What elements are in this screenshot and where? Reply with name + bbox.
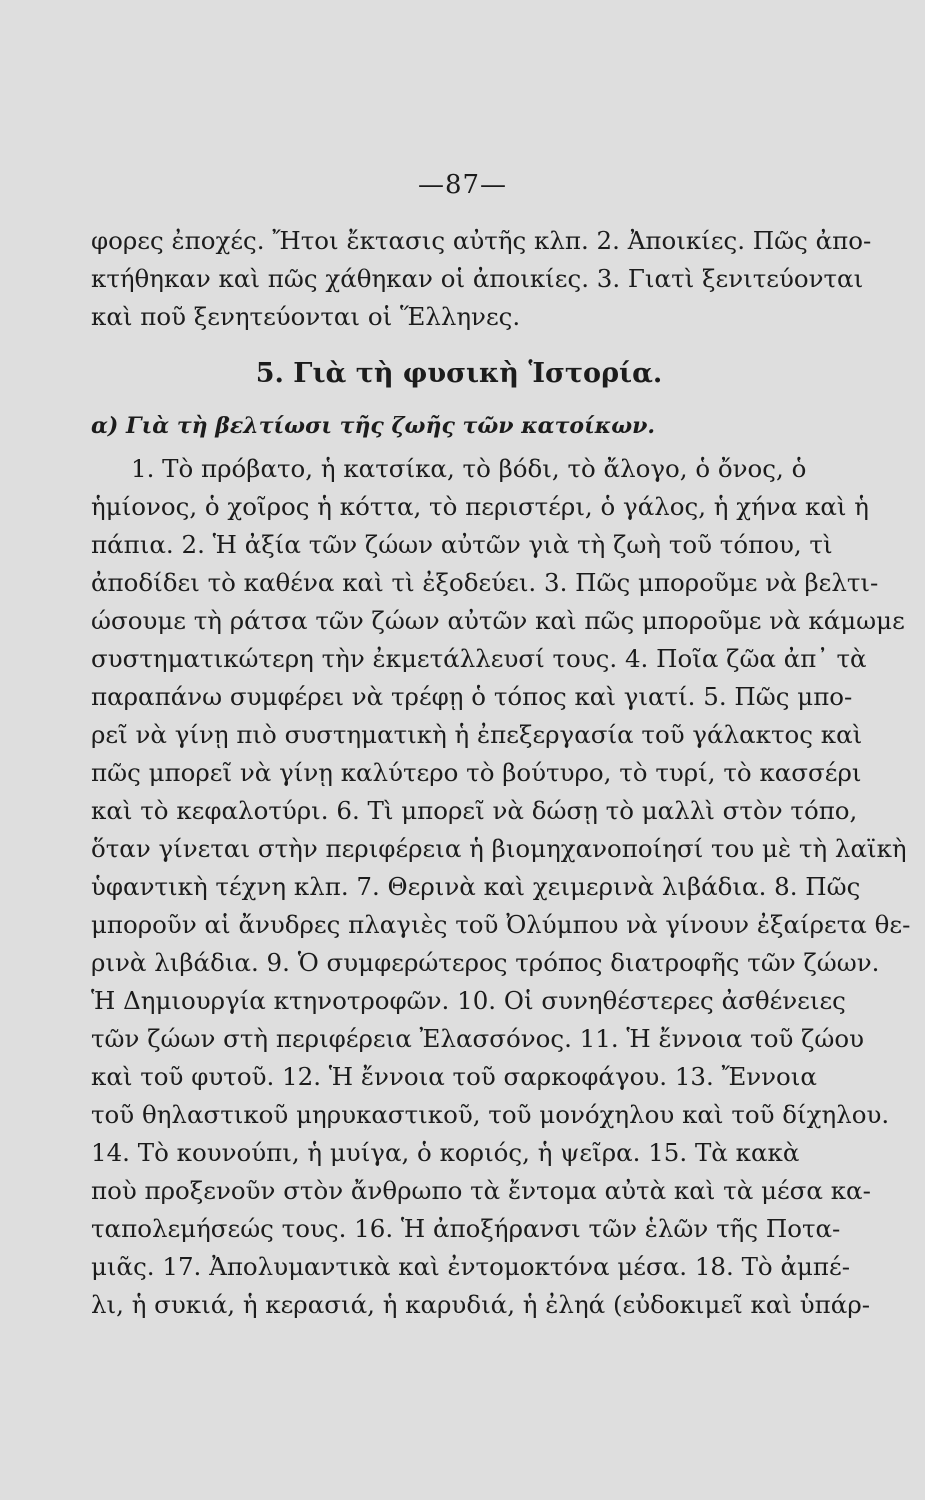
text-line: ποὺ προξενοῦν στὸν ἄνθρωπο τὰ ἔντομα αὐτὰ καὶ τὰ μέσα κα- xyxy=(91,1176,871,1205)
text-line: ὑφαντικὴ τέχνη κλπ. 7. Θερινὰ καὶ χειμερινὰ λιβάδια. 8. Πῶς xyxy=(91,872,861,901)
text-line: τοῦ θηλαστικοῦ μηρυκαστικοῦ, τοῦ μονόχηλου καὶ τοῦ δίχηλου. xyxy=(91,1100,890,1129)
page-number: —87— xyxy=(417,170,508,200)
text-line: ρινὰ λιβάδια. 9. Ὁ συμφερώτερος τρόπος διατροφῆς τῶν ζώων. xyxy=(91,948,880,977)
text-line: ὅταν γίνεται στὴν περιφέρεια ἡ βιομηχανοποίησί του μὲ τὴ λαϊκὴ xyxy=(91,834,907,863)
text-line: πάπια. 2. Ἡ ἀξία τῶν ζώων αὐτῶν γιὰ τὴ ζωὴ τοῦ τόπου, τὶ xyxy=(91,530,833,559)
subsection-title: α) Γιὰ τὴ βελτίωσι τῆς ζωῆς τῶν κατοίκων. xyxy=(91,413,656,439)
page-body xyxy=(91,222,911,1324)
text-line: φορες ἐποχές. Ἤτοι ἔκτασις αὐτῆς κλπ. 2. Ἀποικίες. Πῶς ἀπο- xyxy=(91,226,872,255)
text-line: καὶ τοῦ φυτοῦ. 12. Ἡ ἔννοια τοῦ σαρκοφάγου. 13. Ἔννοια xyxy=(91,1062,817,1091)
text-line: παραπάνω συμφέρει νὰ τρέφῃ ὁ τόπος καὶ γιατί. 5. Πῶς μπο- xyxy=(91,682,853,711)
text-line: μιᾶς. 17. Ἀπολυμαντικὰ καὶ ἐντομοκτόνα μέσα. 18. Τὸ ἀμπέ- xyxy=(91,1252,850,1281)
text-line: ώσουμε τὴ ράτσα τῶν ζώων αὐτῶν καὶ πῶς μποροῦμε νὰ κάμωμε xyxy=(91,606,905,635)
text-line: συστηματικώτερη τὴν ἐκμετάλλευσί τους. 4. Ποῖα ζῶα ἀπ᾽ τὰ xyxy=(91,644,867,673)
text-line: καὶ ποῦ ξενητεύονται οἱ Ἕλληνες. xyxy=(91,302,521,331)
text-line: ταπολεμήσεώς τους. 16. Ἡ ἀποξήρανσι τῶν ἑλῶν τῆς Ποτα- xyxy=(91,1214,841,1243)
text-line: τῶν ζώων στὴ περιφέρεια Ἐλασσόνος. 11. Ἡ ἔννοια τοῦ ζώου xyxy=(91,1024,865,1053)
text-line: κτήθηκαν καὶ πῶς χάθηκαν οἱ ἀποικίες. 3. Γιατὶ ξενιτεύονται xyxy=(91,264,864,293)
text-line: λι, ἡ συκιά, ἡ κερασιά, ἡ καρυδιά, ἡ ἐληά (εὐδοκιμεῖ καὶ ὑπάρ- xyxy=(91,1290,870,1319)
text-line: 1. Τὸ πρόβατο, ἡ κατσίκα, τὸ βόδι, τὸ ἄλογο, ὁ ὄνος, ὁ xyxy=(131,454,807,483)
text-line: καὶ τὸ κεφαλοτύρι. 6. Τὶ μπορεῖ νὰ δώσῃ τὸ μαλλὶ στὸν τόπο, xyxy=(91,796,858,825)
text-line: Ἡ Δημιουργία κτηνοτροφῶν. 10. Οἱ συνηθέστερες ἀσθένειες xyxy=(91,986,846,1015)
text-line: πῶς μπορεῖ νὰ γίνῃ καλύτερο τὸ βούτυρο, τὸ τυρί, τὸ κασσέρι xyxy=(91,758,862,787)
text-line: ἡμίονος, ὁ χοῖρος ἡ κόττα, τὸ περιστέρι, ὁ γάλος, ἡ χήνα καὶ ἡ xyxy=(91,492,869,521)
section-title: 5. Γιὰ τὴ φυσικὴ Ἱστορία. xyxy=(255,358,663,389)
text-line: ἀποδίδει τὸ καθένα καὶ τὶ ἐξοδεύει. 3. Πῶς μποροῦμε νὰ βελτι- xyxy=(91,568,879,597)
text-line: μποροῦν αἱ ἄνυδρες πλαγιὲς τοῦ Ὀλύμπου νὰ γίνουν ἐξαίρετα θε- xyxy=(91,910,911,939)
text-line: 14. Τὸ κουνούπι, ἡ μυίγα, ὁ κοριός, ἡ ψεῖρα. 15. Τὰ κακὰ xyxy=(91,1138,800,1167)
text-line: ρεῖ νὰ γίνῃ πιὸ συστηματικὴ ἡ ἐπεξεργασία τοῦ γάλακτος καὶ xyxy=(91,720,863,749)
